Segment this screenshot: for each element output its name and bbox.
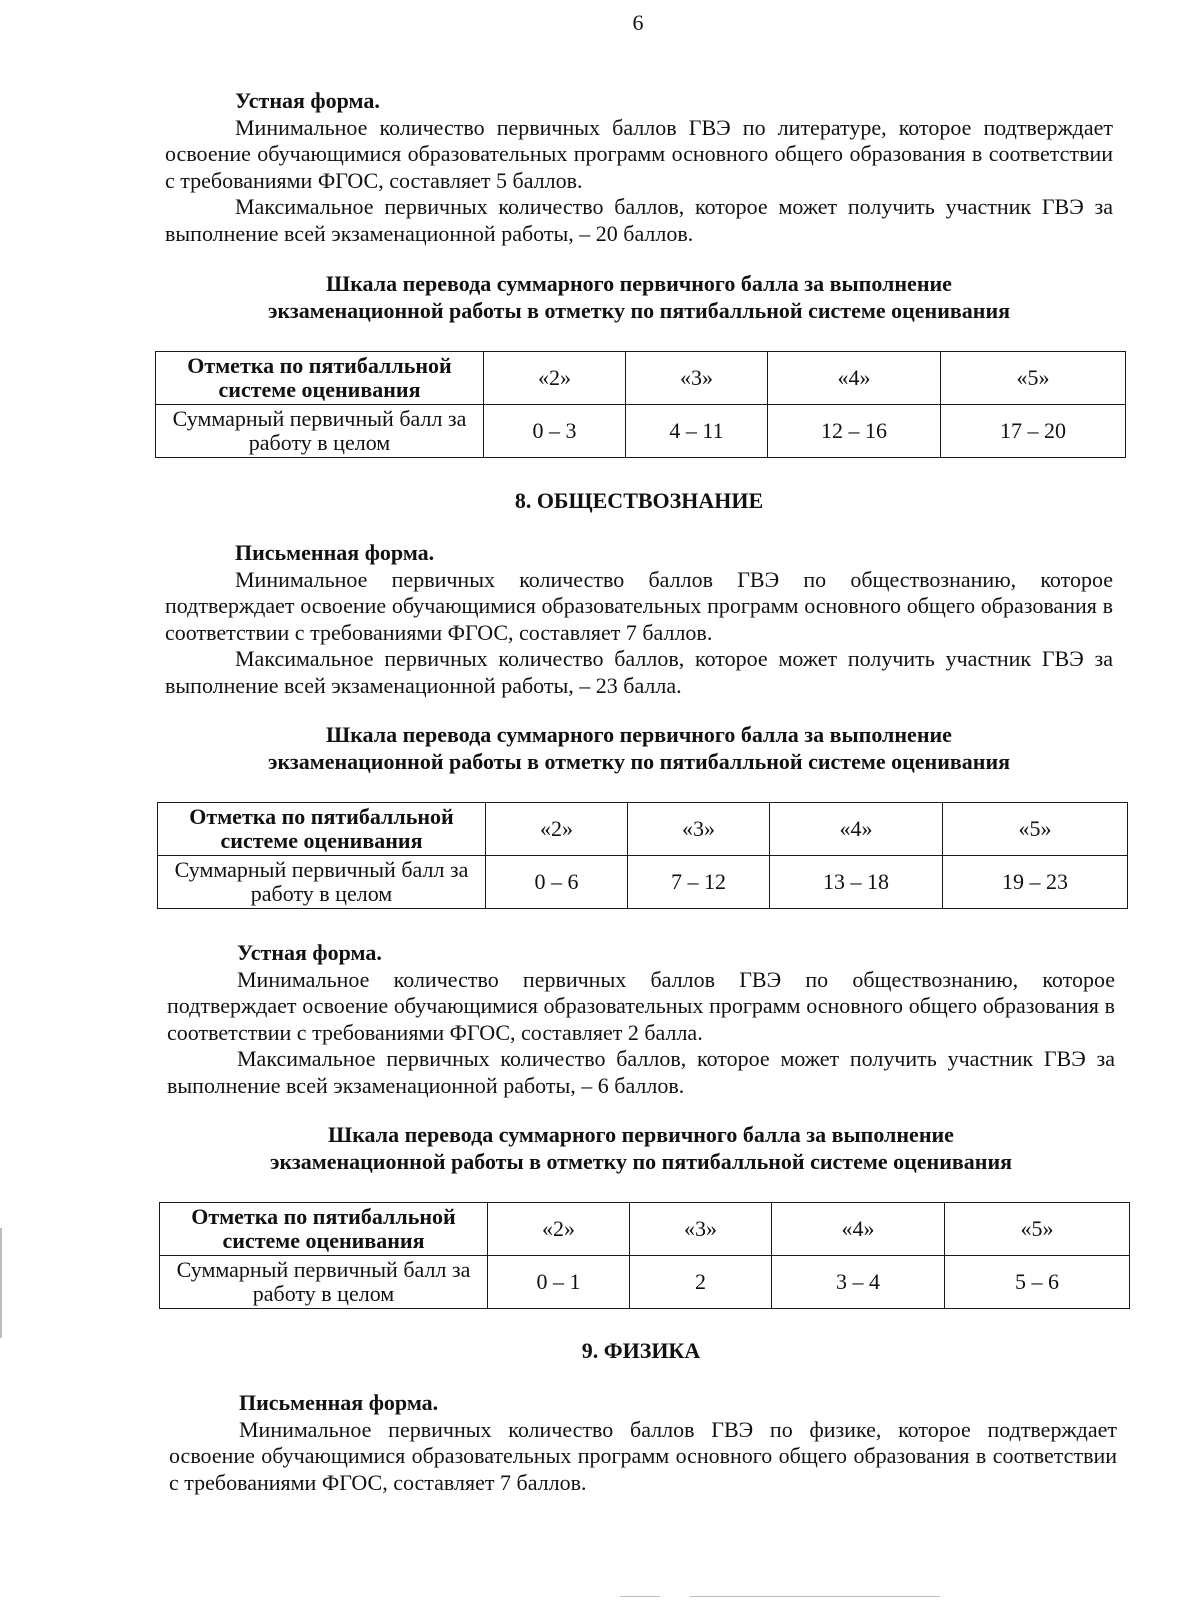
grade-cell: «4» [772,1203,945,1256]
range-cell: 7 – 12 [628,856,770,909]
header-label-cell: Отметка по пятибалльной системе оценивания [158,803,486,856]
range-cell: 4 – 11 [626,405,768,458]
range-cell: 2 [630,1256,772,1309]
min-score-paragraph: Минимальное первичных количество баллов ГВЭ по физике, которое подтверждает освоение обучающимися образовательных программ основного общего образования в соответствии с требованиями ФГОС, составляет 7 баллов. [169,1416,1117,1495]
grade-cell: «3» [626,352,768,405]
range-cell: 0 – 1 [488,1256,630,1309]
range-cell: 12 – 16 [768,405,941,458]
literature-oral-block [165,88,1113,247]
max-score-paragraph: Максимальное первичных количество баллов, которое может получить участник ГВЭ за выполнение всей экзаменационной работы, – 23 балла. [165,646,1113,698]
scan-artifact [0,1228,2,1338]
table-row [160,1256,1130,1309]
grade-cell: «5» [943,803,1128,856]
social-oral-block [167,940,1115,1099]
grade-cell: «2» [484,352,626,405]
range-cell: 13 – 18 [770,856,943,909]
max-score-paragraph: Максимальное первичных количество баллов, которое может получить участник ГВЭ за выполнение всей экзаменационной работы, – 20 баллов. [165,194,1113,246]
scale-title: Шкала перевода суммарного первичного балла за выполнение экзаменационной работы в отметку по пятибалльной системе оценивания [269,1122,1013,1174]
grade-cell: «2» [488,1203,630,1256]
grade-cell: «3» [630,1203,772,1256]
range-cell: 0 – 6 [486,856,628,909]
form-title: Письменная форма. [239,1390,439,1415]
grade-cell: «4» [768,352,941,405]
table-row [158,856,1128,909]
page-number: 6 [632,10,644,35]
range-cell: 5 – 6 [945,1256,1130,1309]
grade-cell: «5» [941,352,1126,405]
max-score-paragraph: Максимальное первичных количество баллов, которое может получить участник ГВЭ за выполнение всей экзаменационной работы, – 6 баллов. [167,1046,1115,1098]
form-title: Устная форма. [237,940,382,965]
social-written-block [165,540,1113,699]
range-cell: 0 – 3 [484,405,626,458]
grade-cell: «4» [770,803,943,856]
scan-artifact [690,1596,940,1597]
row-label-cell: Суммарный первичный балл за работу в целом [158,856,486,909]
grade-cell: «2» [486,803,628,856]
min-score-paragraph: Минимальное первичных количество баллов ГВЭ по обществознанию, которое подтверждает освоение обучающимися образовательных программ основного общего образования в соответствии с требованиями ФГОС, составляет 7 баллов. [165,566,1113,645]
range-cell: 3 – 4 [772,1256,945,1309]
table-row [156,352,1126,405]
physics-written-block [169,1390,1117,1496]
table-row [158,803,1128,856]
row-label-cell: Суммарный первичный балл за работу в целом [156,405,484,458]
score-scale-table [155,351,1126,458]
score-scale-table [159,1202,1130,1309]
min-score-paragraph: Минимальное количество первичных баллов ГВЭ по обществознанию, которое подтверждает освоение обучающимися образовательных программ основного общего образования в соответствии с требованиями ФГОС, составляет 2 балла. [167,966,1115,1045]
row-label-cell: Суммарный первичный балл за работу в целом [160,1256,488,1309]
form-title: Устная форма. [235,88,380,113]
table-row [156,405,1126,458]
header-label-cell: Отметка по пятибалльной системе оценивания [156,352,484,405]
range-cell: 17 – 20 [941,405,1126,458]
form-title: Письменная форма. [235,540,435,565]
grade-cell: «5» [945,1203,1130,1256]
grade-cell: «3» [628,803,770,856]
section-title: 9. ФИЗИКА [581,1338,701,1363]
scale-title: Шкала перевода суммарного первичного балла за выполнение экзаменационной работы в отметку по пятибалльной системе оценивания [267,271,1011,323]
scan-artifact [620,1596,660,1597]
header-label-cell: Отметка по пятибалльной системе оценивания [160,1203,488,1256]
section-title: 8. ОБЩЕСТВОЗНАНИЕ [514,488,764,513]
min-score-paragraph: Минимальное количество первичных баллов ГВЭ по литературе, которое подтверждает освоение обучающимися образовательных программ основного общего образования в соответствии с требованиями ФГОС, составляет 5 баллов. [165,114,1113,193]
table-row [160,1203,1130,1256]
range-cell: 19 – 23 [943,856,1128,909]
scale-title: Шкала перевода суммарного первичного балла за выполнение экзаменационной работы в отметку по пятибалльной системе оценивания [267,722,1011,774]
score-scale-table [157,802,1128,909]
